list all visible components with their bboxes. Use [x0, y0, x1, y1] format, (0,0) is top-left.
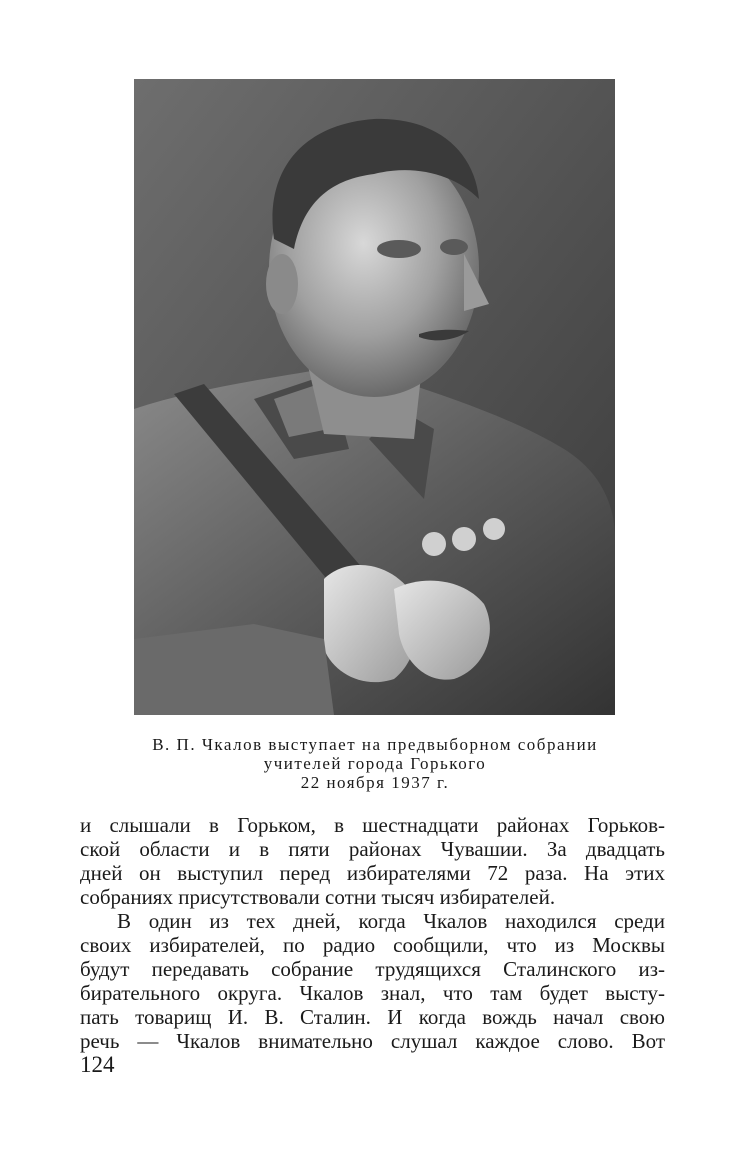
page-number: 124 [80, 1052, 115, 1077]
text-line: дней он выступил перед избирателями 72 раза. На этих [80, 861, 665, 885]
caption-line: В. П. Чкалов выступает на предвыборном собрании [152, 735, 598, 754]
caption-line: учителей города Горького [263, 754, 487, 773]
portrait-photo [134, 79, 615, 715]
text-line: будут передавать собрание трудящихся Сталинского из- [80, 957, 665, 981]
caption-line: 22 ноября 1937 г. [300, 773, 450, 792]
text-line: речь — Чкалов внимательно слушал каждое слово. Вот [80, 1029, 665, 1053]
text-line: бирательного округа. Чкалов знал, что там будет высту- [80, 981, 665, 1005]
photo-caption [80, 735, 670, 792]
portrait-photo-icon [134, 79, 615, 715]
body-text [80, 813, 665, 1053]
text-line: В один из тех дней, когда Чкалов находился среди [117, 909, 665, 933]
text-line: собраниях присутствовали сотни тысяч избирателей. [80, 885, 556, 909]
text-line: своих избирателей, по радио сообщили, что из Москвы [80, 933, 665, 957]
text-line: ской области и в пяти районах Чувашии. За двадцать [80, 837, 665, 861]
text-line: и слышали в Горьком, в шестнадцати районах Горьков- [80, 813, 665, 837]
text-line: пать товарищ И. В. Сталин. И когда вождь начал свою [80, 1005, 665, 1029]
